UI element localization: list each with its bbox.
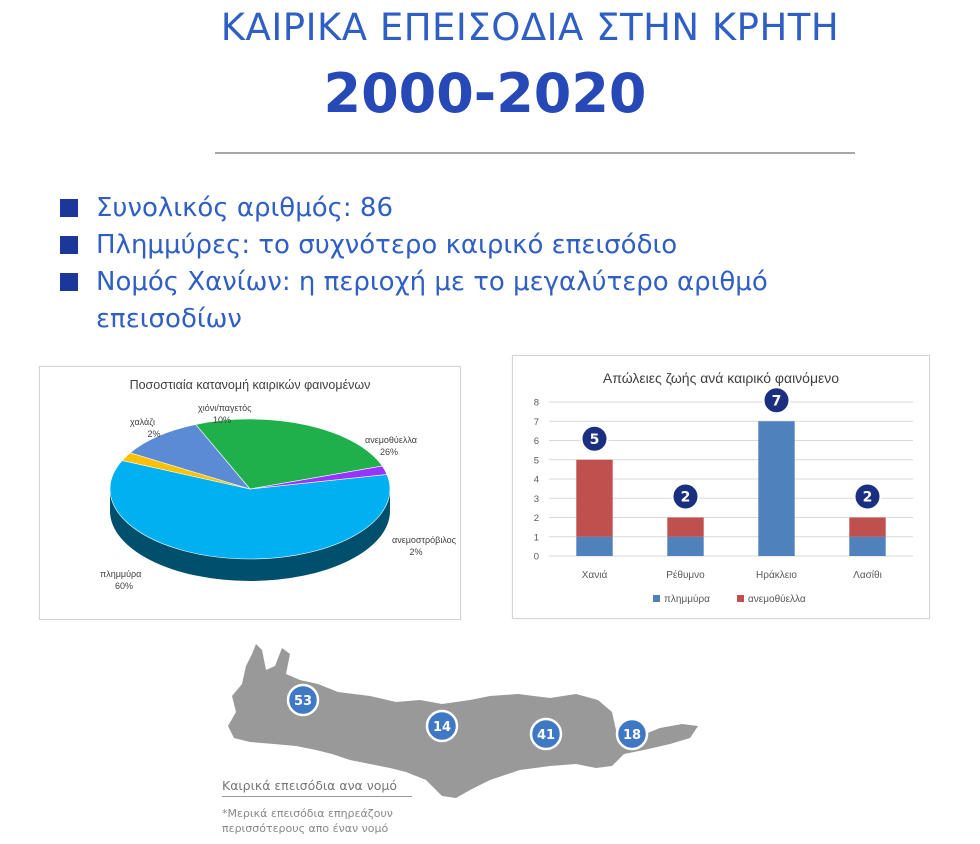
x-tick-label: Χανιά: [581, 570, 608, 581]
pie-label: πλημμύρα: [100, 569, 142, 579]
y-tick-label: 8: [533, 397, 539, 409]
bar-ανεμοθύελλα: [849, 518, 885, 537]
title-divider: [215, 152, 855, 154]
page-title: ΚΑΙΡΙΚΑ ΕΠΕΙΣΟΔΙΑ ΣΤΗΝ ΚΡΗΤΗ: [220, 6, 840, 49]
total-label: 2: [862, 489, 873, 506]
pie-value-label: 2%: [147, 429, 161, 439]
legend-swatch: [653, 595, 660, 602]
bar-ανεμοθύελλα: [667, 518, 703, 537]
page-subtitle: 2000-2020: [323, 62, 647, 125]
bar-πλημμύρα: [849, 537, 885, 556]
total-label: 5: [589, 431, 600, 448]
pie-value-label: 10%: [212, 415, 232, 425]
y-tick-label: 1: [533, 532, 539, 544]
pie-label: ανεμοθύελλα: [365, 435, 417, 445]
map-note-line: περισσότερους απο έναν νομό: [222, 822, 389, 835]
bar-πλημμύρα: [667, 537, 703, 556]
bar-chart: [513, 356, 929, 618]
crete-map-svg: [220, 640, 740, 800]
pie-value-label: 60%: [114, 581, 134, 591]
bullet-square-icon: [60, 236, 78, 254]
pie-label: ανεμοστρόβιλος: [392, 535, 457, 545]
summary-list: [60, 190, 880, 338]
y-tick-label: 6: [533, 436, 539, 447]
x-tick-label: Ηράκλειο: [756, 570, 797, 581]
x-tick-label: Ρέθυμνο: [666, 570, 705, 581]
summary-text-continued: επεισοδίων: [96, 304, 242, 334]
pie-value-label: 2%: [409, 547, 423, 557]
total-label: 2: [680, 489, 691, 506]
map-note-line: *Μερικά επεισόδια επηρεάζουν: [222, 807, 393, 820]
y-tick-label: 3: [533, 493, 539, 505]
total-label: 7: [771, 393, 782, 410]
bullet-square-icon: [60, 273, 78, 291]
pie-chart-title: Ποσοστιαία κατανομή καιρικών φαινομένων: [129, 378, 371, 392]
y-tick-label: 5: [533, 455, 539, 467]
pie-value-label: 26%: [379, 447, 399, 457]
bar-chart-panel: [512, 355, 930, 619]
region-count-label: 14: [432, 720, 452, 735]
summary-item-floods: [60, 227, 880, 264]
region-count-label: 41: [536, 728, 556, 743]
crete-map: [220, 640, 740, 800]
pie-chart-panel: [39, 366, 461, 620]
legend-label: ανεμοθύελλα: [748, 594, 806, 605]
x-tick-label: Λασίθι: [853, 570, 882, 581]
region-count-label: 18: [622, 728, 642, 743]
region-count-label: 53: [293, 694, 313, 709]
y-tick-label: 4: [533, 474, 539, 486]
summary-item-chania: [60, 264, 880, 338]
pie-label: χαλάζι: [130, 417, 156, 427]
map-caption: Καιρικά επεισόδια ανα νομό: [222, 778, 412, 797]
pie-label: χιόνι/παγετός: [198, 403, 252, 413]
summary-item-total: [60, 190, 880, 227]
map-note: [222, 806, 442, 836]
summary-text: Νομός Χανίων: η περιοχή με το μεγαλύτερο αριθμό: [96, 267, 768, 297]
y-tick-label: 2: [533, 513, 539, 524]
summary-text: Συνολικός αριθμός: 86: [96, 193, 394, 223]
summary-text: Πλημμύρες: το συχνότερο καιρικό επεισόδιο: [96, 230, 678, 260]
bar-πλημμύρα: [576, 537, 612, 556]
legend-swatch: [737, 595, 744, 602]
bar-πλημμύρα: [758, 421, 794, 556]
bullet-square-icon: [60, 199, 78, 217]
bar-chart-title: Απώλειες ζωής ανά καιρικό φαινόμενο: [602, 370, 840, 386]
pie-chart: [40, 367, 460, 619]
y-tick-label: 7: [533, 416, 539, 428]
y-tick-label: 0: [533, 551, 539, 563]
bar-ανεμοθύελλα: [576, 460, 612, 537]
legend-label: πλημμύρα: [664, 594, 710, 605]
